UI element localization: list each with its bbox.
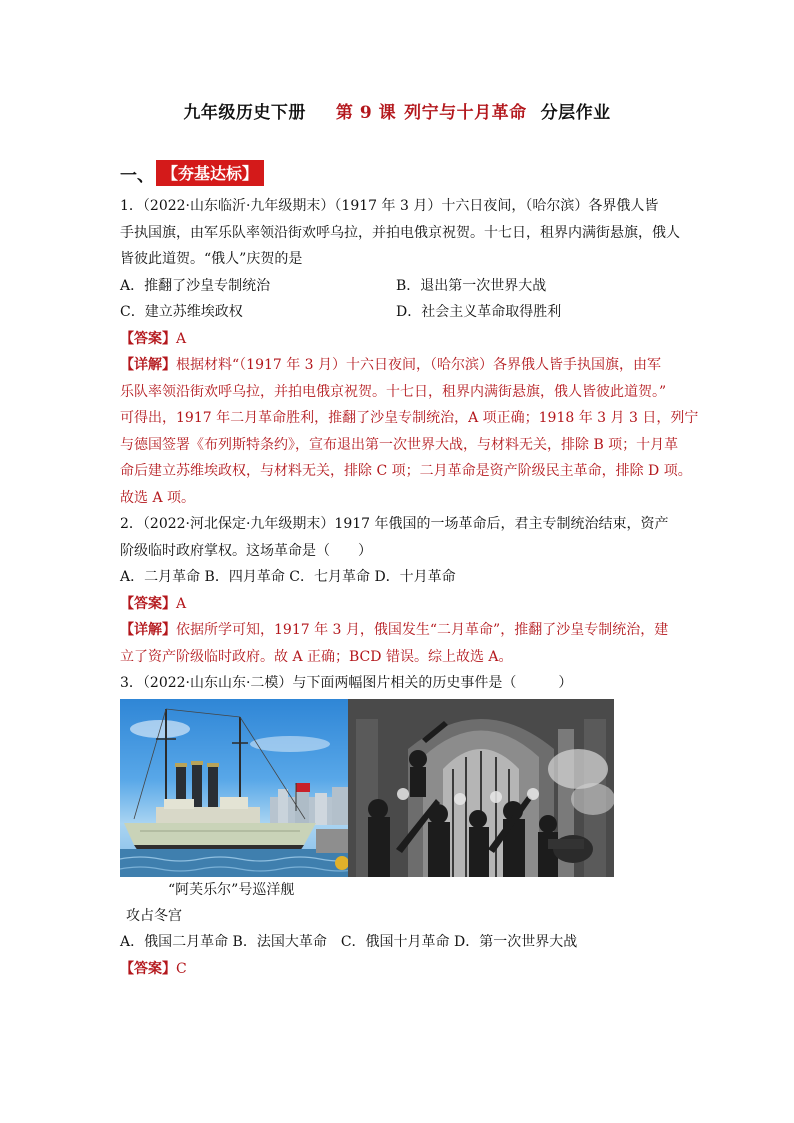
q1-detail-text-1: 根据材料“（1917 年 3 月）十六日夜间，（哈尔滨）各界俄人皆手执国旗，由军 [176,357,662,373]
page-title [0,98,794,123]
q2-answer-value: A [176,595,187,612]
q3-caption-2: 攻占冬宫 [126,907,182,924]
title-lesson: 第 9 课 [335,103,397,123]
q2-detail-line-1 [120,617,700,644]
q2-detail-line-2: 立了资产阶级临时政府。故 A 正确；BCD 错误。综上故选 A。 [120,648,513,665]
question-list [120,193,700,982]
q2-options: A．二月革命 B．四月革命 C．七月革命 D．十月革命 [120,569,456,585]
q2-detail-label: 【详解】 [120,622,176,638]
section-heading [120,160,264,186]
q1-options-row-1 [120,273,700,300]
q1-detail-line-5: 命后建立苏维埃政权，与材料无关，排除 C 项；二月革命是资产阶级民主革命，排除 D 项。 [120,463,692,479]
q1-line-3: 皆彼此道贺。“俄人”庆贺的是 [120,251,303,267]
title-suffix: 分层作业 [540,103,611,123]
q1-detail-line-4: 与德国签署《布列斯特条约》，宣布退出第一次世界大战，与材料无关，排除 B 项；十月革 [120,436,679,453]
q1-option-b: B．退出第一次世界大战 [396,277,547,294]
q1-detail-line-6: 故选 A 项。 [120,489,196,506]
section-prefix: 一、 [120,165,154,186]
q3-images [120,699,700,877]
q3-caption-1: “阿芙乐尔”号巡洋舰 [168,881,295,898]
q2-line-2: 阶级临时政府掌权。这场革命是（ ） [120,542,372,559]
q1-line-2: 手执国旗，由军乐队率领沿街欢呼乌拉，并拍电俄京祝贺。十七日，租界内满街悬旗，俄人 [120,224,680,241]
q3-answer [120,956,700,983]
aurora-cruiser-photo [120,699,348,877]
q2-answer [120,591,700,618]
q3-answer-label: 【答案】 [120,960,176,977]
q1-answer-label: 【答案】 [120,330,176,347]
q1-line-1: 1．（2022·山东临沂·九年级期末）（1917 年 3 月）十六日夜间，（哈尔滨）各界俄人皆 [120,198,659,214]
q3-answer-value: C [176,960,187,977]
q1-detail-label: 【详解】 [120,357,176,373]
q1-answer-value: A [176,330,187,347]
title-topic: 列宁与十月革命 [404,103,527,123]
winter-palace-storming-engraving [348,699,614,877]
q3-line-1: 3．（2022·山东山东·二模）与下面两幅图片相关的历史事件是（ ） [120,675,573,691]
q2-line-1: 2．（2022·河北保定·九年级期末）1917 年俄国的一场革命后，君主专制统治结束，资产 [120,516,669,532]
q1-detail-line-1 [120,352,700,379]
q2-answer-label: 【答案】 [120,595,176,612]
q1-answer [120,326,700,353]
section-badge: 【夯基达标】 [156,160,264,186]
q1-options-row-2 [120,299,700,326]
q1-detail-line-2: 乐队率领沿街欢呼乌拉，并拍电俄京祝贺。十七日，租界内满街悬旗，俄人皆彼此道贺。” [120,383,667,400]
q2-detail-text-1: 依据所学可知，1917 年 3 月，俄国发生“二月革命”，推翻了沙皇专制统治，建 [176,622,669,638]
q1-option-d: D．社会主义革命取得胜利 [396,304,562,320]
q1-option-c: C．建立苏维埃政权 [120,304,243,320]
title-book: 九年级历史下册 [183,103,306,123]
q1-detail-line-3: 可得出，1917 年二月革命胜利，推翻了沙皇专制统治，A 项正确；1918 年 3 月 3 日，列宁 [120,410,699,426]
q3-options: A．俄国二月革命 B．法国大革命 C．俄国十月革命 D．第一次世界大战 [120,934,578,950]
q1-option-a: A．推翻了沙皇专制统治 [120,277,271,294]
